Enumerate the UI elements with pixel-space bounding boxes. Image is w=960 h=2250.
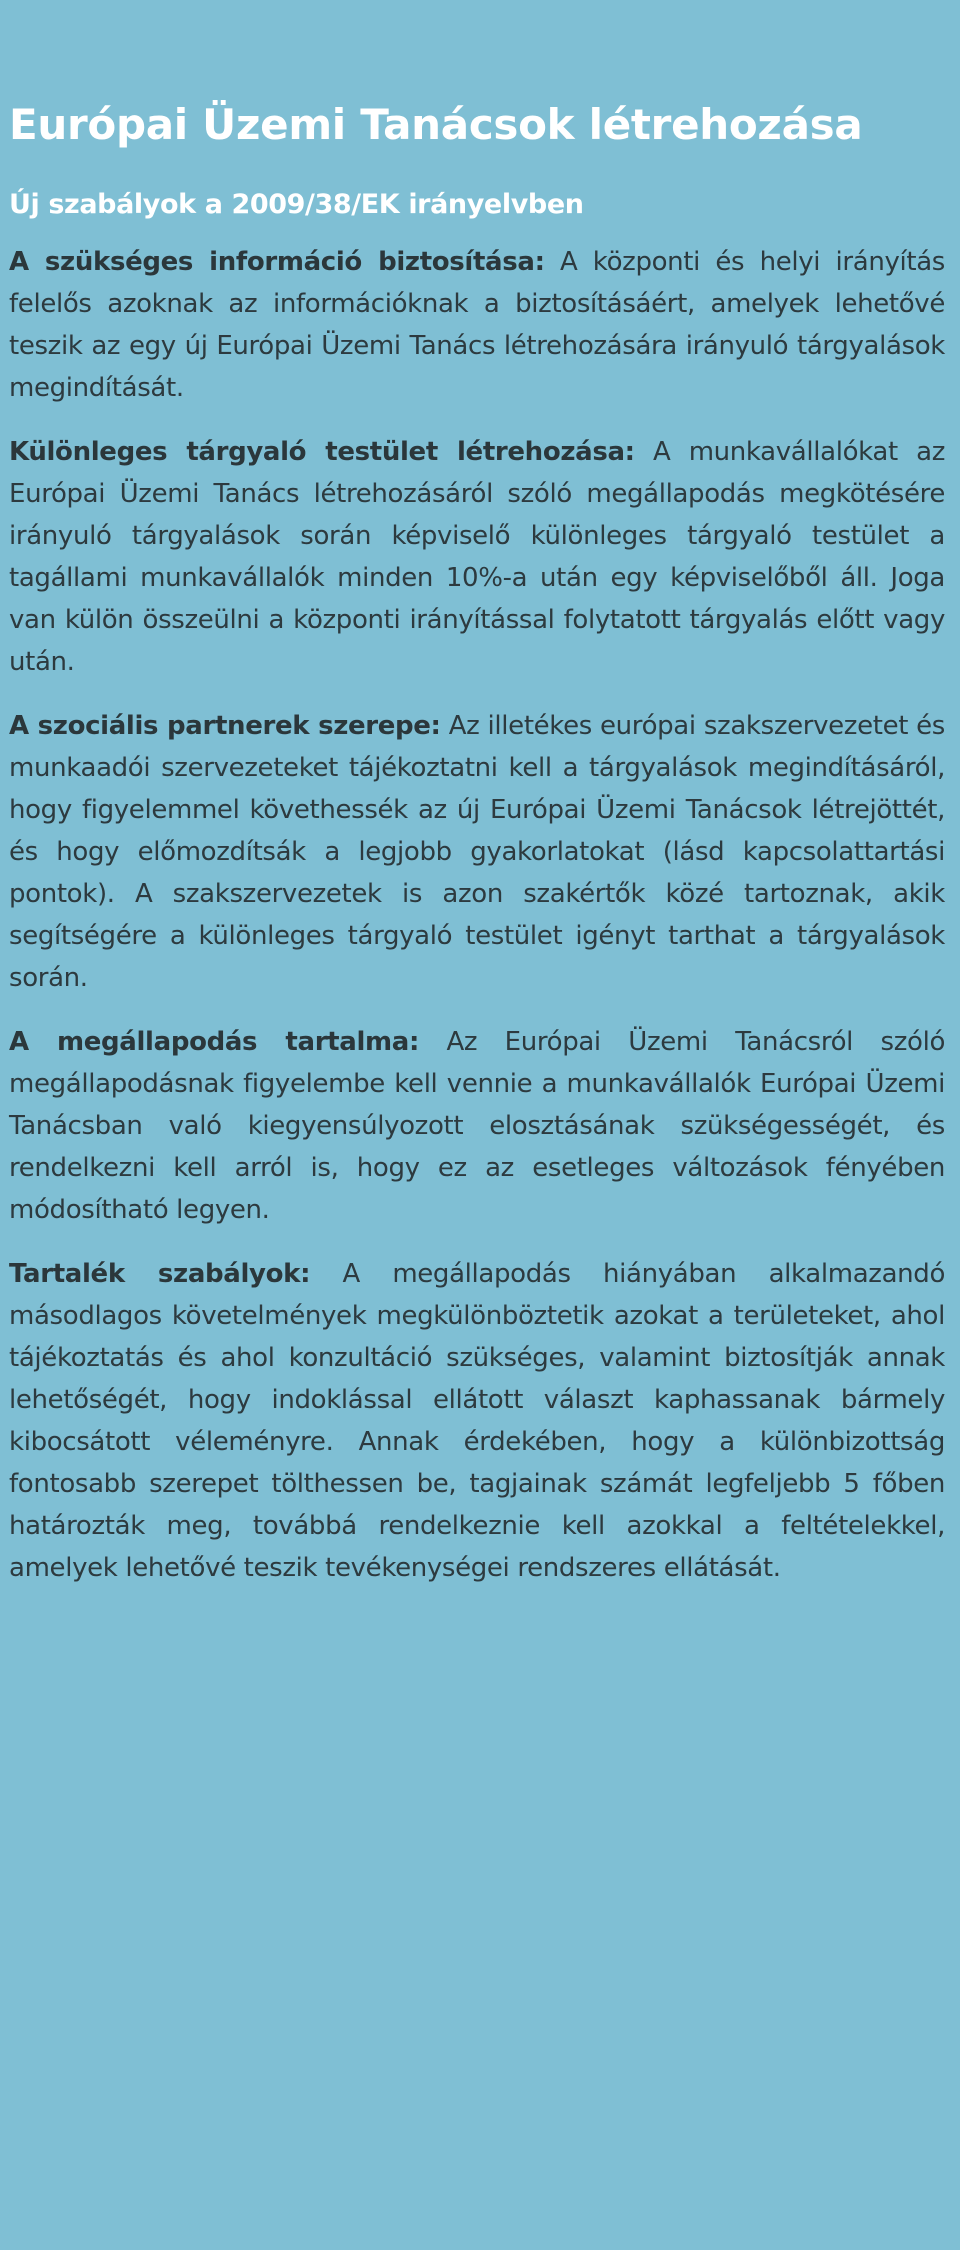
section-social-partners bbox=[9, 705, 945, 999]
section-lead: Különleges tárgyaló testület létrehozása: bbox=[9, 437, 635, 467]
section-lead: A szükséges információ biztosítása: bbox=[9, 247, 545, 277]
section-text: A megállapodás hiányában alkalmazandó másodlagos követelmények megkülönböztetik azokat a területeket, ahol tájékoztatás és ahol konzultáció szükséges, valamint biztosítják annak lehetőségét, hogy indoklással ellátott választ kaphassanak bármely kibocsátott véleményre. Annak érdekében, hogy a különbizottság fontosabb szerepet tölthessen be, tagjainak számát legfeljebb 5 főben határozták meg, továbbá rendelkeznie kell azokkal a feltételekkel, amelyek lehetővé teszik tevékenységei rendszeres ellátását. bbox=[9, 1259, 946, 1583]
section-fallback-rules bbox=[9, 1253, 945, 1589]
section-agreement-content bbox=[9, 1021, 945, 1231]
section-lead: A szociális partnerek szerepe: bbox=[9, 711, 441, 741]
section-text: Az Európai Üzemi Tanácsról szóló megállapodásnak figyelembe kell vennie a munkavállalók Európai Üzemi Tanácsban való kiegyensúlyozott elosztásának szükségességét, és rendelkezni kell arról is, hogy ez az esetleges változások fényében módosítható legyen. bbox=[9, 1027, 945, 1225]
section-text: Az illetékes európai szakszervezetet és munkaadói szervezeteket tájékoztatni kell a tárgyalások megindításáról, hogy figyelemmel követhessék az új Európai Üzemi Tanácsok létrejöttét, és hogy előmozdítsák a legjobb gyakorlatokat (lásd kapcsolattartási pontok). A szakszervezetek is azon szakértők közé tartoznak, akik segítségére a különleges tárgyaló testület igényt tarthat a tárgyalások során. bbox=[9, 711, 945, 993]
section-lead: A megállapodás tartalma: bbox=[9, 1027, 419, 1057]
page-title: Európai Üzemi Tanácsok létrehozása bbox=[9, 100, 863, 149]
section-text: A központi és helyi irányítás felelős azoknak az információknak a biztosításáért, amelyek lehetővé teszik az egy új Európai Üzemi Tanács létrehozására irányuló tárgyalások megindítását. bbox=[9, 247, 945, 403]
section-lead: Tartalék szabályok: bbox=[9, 1259, 311, 1289]
section-text: A munkavállalókat az Európai Üzemi Tanács létrehozásáról szóló megállapodás megkötésére irányuló tárgyalások során képviselő különleges tárgyaló testület a tagállami munkavállalók minden 10%-a után egy képviselőből áll. Joga van külön összeülni a központi irányítással folytatott tárgyalás előtt vagy után. bbox=[9, 437, 945, 677]
section-information bbox=[9, 241, 945, 409]
page-subtitle: Új szabályok a 2009/38/EK irányelvben bbox=[9, 189, 584, 220]
section-negotiating-body bbox=[9, 431, 945, 683]
